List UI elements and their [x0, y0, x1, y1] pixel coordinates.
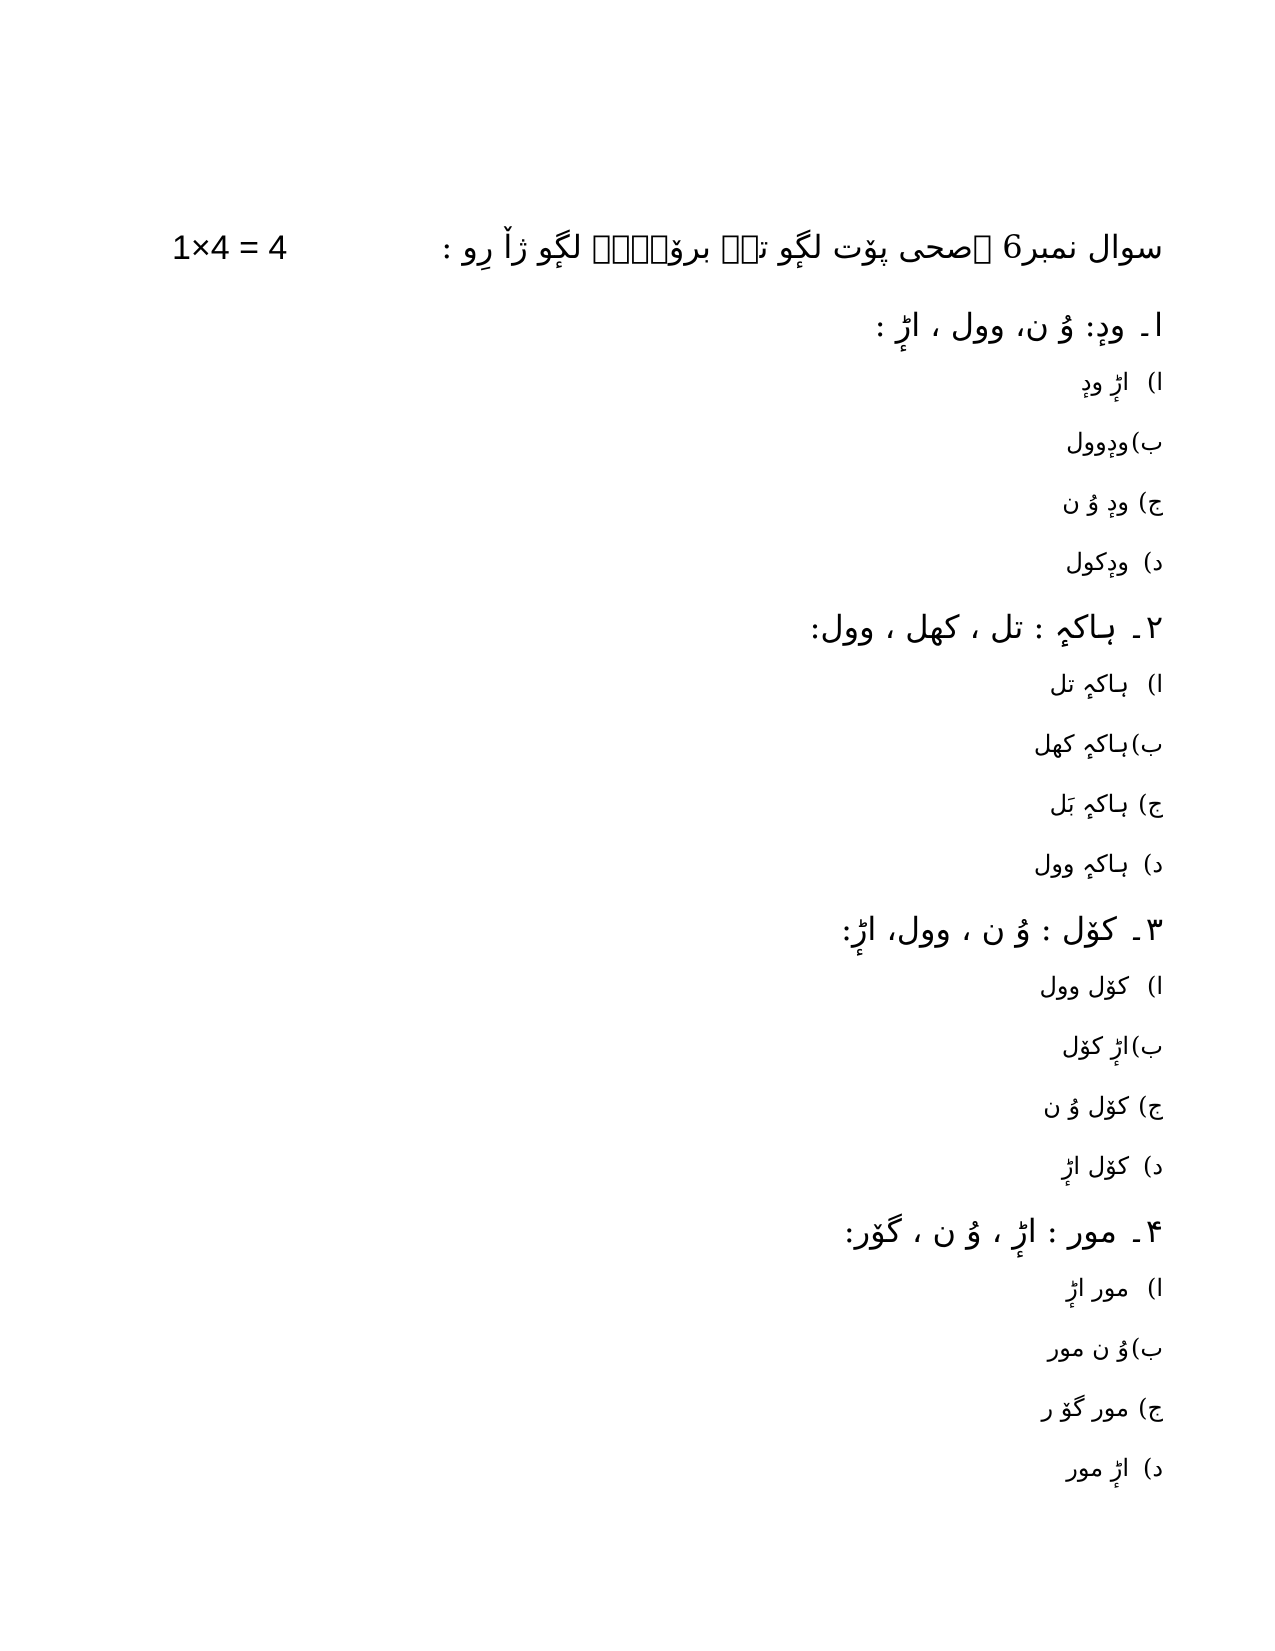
option-text: ہاکہٕ کھل [1033, 730, 1129, 758]
option-d [463, 542, 1163, 602]
option-letter: ا) [1146, 368, 1163, 396]
option-text: اڑٕ ودٕ [1080, 368, 1129, 396]
option-letter: ب) [1131, 1334, 1163, 1362]
option-b [463, 1026, 1163, 1086]
option-a [463, 1268, 1163, 1328]
question-title: ۴۔ مور : اڑٕ ، وُ ن ، گوٚر: [843, 1212, 1163, 1250]
option-letter: د) [1142, 548, 1163, 576]
option-letter: ج) [1138, 488, 1163, 516]
option-text: ودٕوول [1066, 428, 1129, 456]
option-a [463, 362, 1163, 422]
option-letter: ب) [1131, 428, 1163, 456]
option-c [463, 1086, 1163, 1146]
question-1 [463, 300, 1163, 602]
option-a [463, 966, 1163, 1026]
question-title: ۲۔ ہاکہٕ : تل ، کھل ، وول: [809, 608, 1163, 646]
option-letter: ب) [1131, 730, 1163, 758]
questions-list [463, 300, 1163, 1508]
option-d [463, 1448, 1163, 1508]
question-heading: سوال نمبر6 ۔صحی پوٚت لگٕو تہٕ بروٚنٛہہ لگٕو ژاٚ رِو : [441, 228, 1163, 266]
option-text: اڑٕ کوٚل [1061, 1032, 1129, 1060]
option-b [463, 724, 1163, 784]
option-letter: ج) [1138, 1394, 1163, 1422]
option-letter: ب) [1131, 1032, 1163, 1060]
question-2 [463, 602, 1163, 904]
option-b [463, 1328, 1163, 1388]
marks-label: 1×4 = 4 [172, 229, 288, 267]
option-letter: د) [1142, 1454, 1163, 1482]
option-b [463, 422, 1163, 482]
option-a [463, 664, 1163, 724]
option-c [463, 1388, 1163, 1448]
option-c [463, 482, 1163, 542]
option-d [463, 1146, 1163, 1206]
option-letter: ا) [1146, 1274, 1163, 1302]
option-c [463, 784, 1163, 844]
option-letter: ج) [1138, 1092, 1163, 1120]
option-text: ودٕ وُ ن [1062, 488, 1129, 516]
option-text: مور گوٚ ر [1041, 1394, 1129, 1422]
option-text: ودٕکول [1065, 548, 1129, 576]
option-text: اڑٕ مور [1066, 1454, 1129, 1482]
option-text: ہاکہٕ وول [1033, 850, 1129, 878]
option-text: کوٚل اڑٕ [1061, 1152, 1129, 1180]
option-text: مور اڑٕ [1066, 1274, 1129, 1302]
question-3 [463, 904, 1163, 1206]
question-title: ۳۔ کوٚل : وُ ن ، وول، اڑٕ: [841, 910, 1163, 948]
option-letter: د) [1142, 850, 1163, 878]
option-text: وُ ن مور [1047, 1334, 1129, 1362]
option-letter: د) [1142, 1152, 1163, 1180]
question-4 [463, 1206, 1163, 1508]
option-d [463, 844, 1163, 904]
option-letter: ج) [1138, 790, 1163, 818]
option-text: کوٚل وُ ن [1043, 1092, 1129, 1120]
option-letter: ا) [1146, 670, 1163, 698]
question-title: ا۔ ودٕ: وُ ن، وول ، اڑٕ : [874, 306, 1163, 344]
option-text: ہاکہٕ تل [1049, 670, 1129, 698]
option-text: کوٚل وول [1039, 972, 1129, 1000]
option-text: ہاکہٕ بَل [1049, 790, 1129, 818]
option-letter: ا) [1146, 972, 1163, 1000]
